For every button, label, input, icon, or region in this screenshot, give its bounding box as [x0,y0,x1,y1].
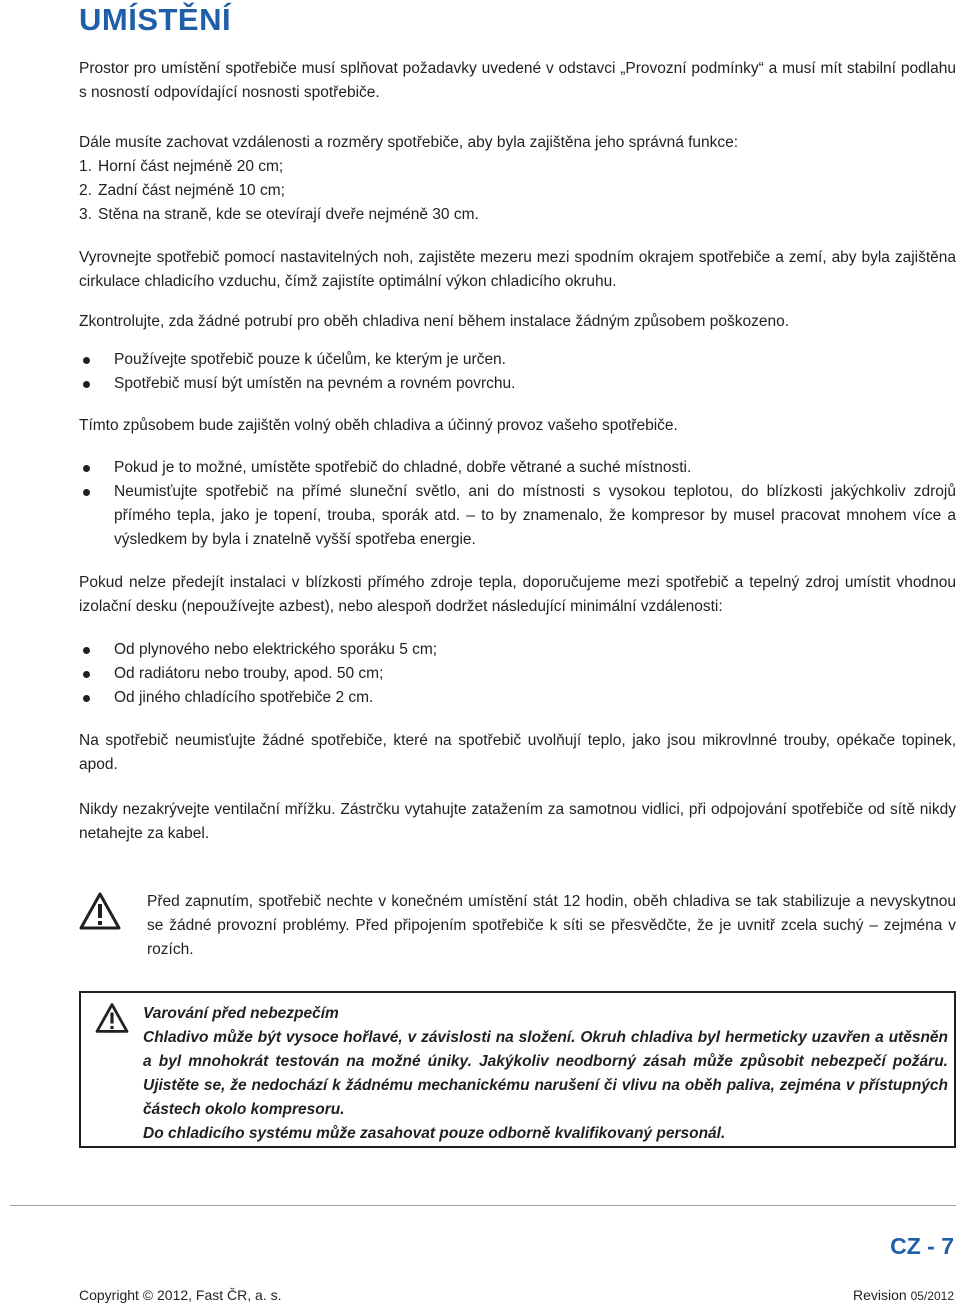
list-text: Zadní část nejméně 10 cm; [98,182,285,199]
placement-list [79,456,956,552]
distances-intro: Dále musíte zachovat vzdálenosti a rozměry spotřebiče, aby byla zajištěna jeho správná funkce: [79,134,739,151]
distances-list [79,155,956,227]
notice-block [79,890,956,962]
warning-triangle-icon [81,993,143,1146]
list-text: Stěna na straně, kde se otevírají dveře nejméně 30 cm. [98,206,479,223]
warning-body: Chladivo může být vysoce hořlavé, v závislosti na složení. Okruh chladiva byl hermeticky uzavřen a utěsněn a byl mnohokrát testován na možné úniky. Jakýkoliv neodborný zásah může způsobit nebezpečí požáru. Ujistěte se, že nedochází k žádnému mechanickému narušení či vlivu na oběh paliva, zejména v přístupných částech okolo kompresoru. [143,1029,948,1118]
list-text: Horní část nejméně 20 cm; [98,158,284,175]
revision-date: 05/2012 [910,1289,954,1303]
warning-heading: Varování před nebezpečím [143,1005,339,1022]
heat-source-paragraph: Pokud nelze předejít instalaci v blízkosti přímého zdroje tepla, doporučujeme mezi spotřebič a tepelný zdroj umístit vhodnou izolační desku (nepoužívejte azbest), nebo alespoň dodržet následující minimální vzdálenosti: [79,574,956,615]
list-item [79,456,956,480]
list-text: Pokud je to možné, umístěte spotřebič do chladné, dobře větrané a suché místnosti. [114,459,692,476]
level-paragraph: Vyrovnejte spotřebič pomocí nastavitelných noh, zajistěte mezeru mezi spodním okrajem spotřebiče a zemí, aby byla zajištěna cirkulace chladicího vzduchu, čímž zajistíte optimální výkon chladicího okruhu. [79,249,956,290]
list-number: 2. [79,182,92,199]
notice-text: Před zapnutím, spotřebič nechte v konečném umístění stát 12 hodin, oběh chladiva se tak stabilizuje a nevyskytnou se žádné provozní problémy. Před připojením spotřebiče k síti se přesvědčte, že je uvnitř zcela suchý – zejména v rozích. [147,893,956,958]
list-item [79,480,956,552]
warning-final: Do chladicího systému může zasahovat pouze odborně kvalifikovaný personál. [143,1125,726,1142]
list-text: Od radiátoru nebo trouby, apod. 50 cm; [114,665,384,682]
circulation-paragraph: Tímto způsobem bude zajištěn volný oběh chladiva a účinný provoz vašeho spotřebiče. [79,417,678,434]
bullet-icon [79,348,114,372]
ventilation-paragraph: Nikdy nezakrývejte ventilační mřížku. Zástrčku vytahujte zatažením za samotnou vidlici, při odpojování spotřebiče od sítě nikdy netahejte za kabel. [79,801,956,842]
intro-paragraph: Prostor pro umístění spotřebiče musí splňovat požadavky uvedené v odstavci „Provozní podmínky“ a musí mít stabilní podlahu s nosností odpovídající nosnosti spotřebiče. [79,60,956,101]
bullet-icon [79,372,114,396]
list-text: Neumisťujte spotřebič na přímé sluneční světlo, ani do místnosti s vysokou teplotou, do blízkosti jakýchkoliv zdrojů přímého tepla, jako je topení, trouba, sporák atd. – to by znamenalo, že kompresor by musel pracovat mnohem více a výsledkem by byla i znatelně vyšší spotřeba energie. [114,483,956,548]
revision [853,1287,954,1303]
warning-text [143,993,954,1146]
check-paragraph: Zkontrolujte, zda žádné potrubí pro oběh chladiva není během instalace žádným způsobem poškozeno. [79,313,789,330]
main-content [79,57,956,846]
bullet-icon [79,686,114,710]
list-item [79,662,956,686]
list-text: Od plynového nebo elektrického sporáku 5 cm; [114,641,438,658]
footer-divider [10,1205,956,1206]
list-item [79,155,956,179]
list-text: Spotřebič musí být umístěn na pevném a rovném povrchu. [114,375,516,392]
list-text: Od jiného chladícího spotřebiče 2 cm. [114,689,374,706]
list-item [79,372,956,396]
copyright: Copyright © 2012, Fast ČR, a. s. [79,1287,282,1303]
list-item [79,179,956,203]
list-number: 1. [79,158,92,175]
warning-triangle-icon [79,890,147,962]
no-items-paragraph: Na spotřebič neumisťujte žádné spotřebiče, které na spotřebič uvolňují teplo, jako jsou mikrovlnné trouby, opékače topinek, apod. [79,732,956,773]
revision-label: Revision [853,1287,907,1303]
page-number: CZ - 7 [890,1233,954,1259]
bullet-icon [79,480,114,552]
danger-warning-box [79,991,956,1148]
min-distances-list [79,638,956,710]
page-title: UMÍSTĚNÍ [79,2,232,37]
list-number: 3. [79,206,92,223]
bullet-icon [79,456,114,480]
bullet-icon [79,638,114,662]
list-item [79,638,956,662]
bullet-icon [79,662,114,686]
list-text: Používejte spotřebič pouze k účelům, ke kterým je určen. [114,351,506,368]
usage-list [79,348,956,396]
list-item [79,348,956,372]
list-item [79,686,956,710]
list-item [79,203,956,227]
